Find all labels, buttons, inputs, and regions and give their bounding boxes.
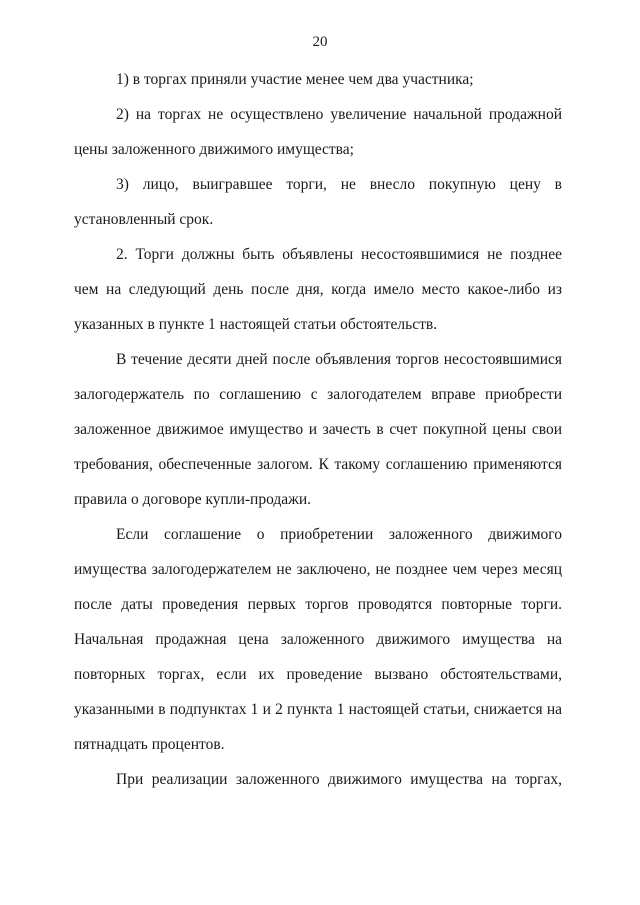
paragraph-item-1: 1) в торгах приняли участие менее чем два участника; — [116, 71, 474, 88]
page-number: 20 — [312, 34, 328, 50]
document-body — [74, 62, 562, 797]
paragraph-realization: При реализации заложенного движимого имущества на торгах, — [116, 771, 562, 788]
paragraph-item-3: 3) лицо, выигравшее торги, не внесло покупную цену в установленный срок. — [74, 176, 562, 228]
paragraph-ten-days: В течение десяти дней после объявления торгов несостоявшимися залогодержатель по соглашению с залогодателем вправе приобрести заложенное движимое имущество и зачесть в счет покупной цены свои требования, обеспеченные залогом. К такому соглашению применяются правила о договоре купли-продажи. — [74, 351, 562, 508]
paragraph-clause-2: 2. Торги должны быть объявлены несостоявшимися не позднее чем на следующий день после дня, когда имело место какое-либо из указанных в пункте 1 настоящей статьи обстоятельств. — [74, 246, 562, 333]
paragraph-repeat-auction: Если соглашение о приобретении заложенного движимого имущества залогодержателем не заключено, не позднее чем через месяц после даты проведения первых торгов проводятся повторные торги. Начальная продажная цена заложенного движимого имущества на повторных торгах, если их проведение вызвано обстоятельствами, указанными в подпунктах 1 и 2 пункта 1 настоящей статьи, снижается на пятнадцать процентов. — [74, 526, 562, 753]
paragraph-item-2: 2) на торгах не осуществлено увеличение начальной продажной цены заложенного движимого имущества; — [74, 106, 562, 158]
